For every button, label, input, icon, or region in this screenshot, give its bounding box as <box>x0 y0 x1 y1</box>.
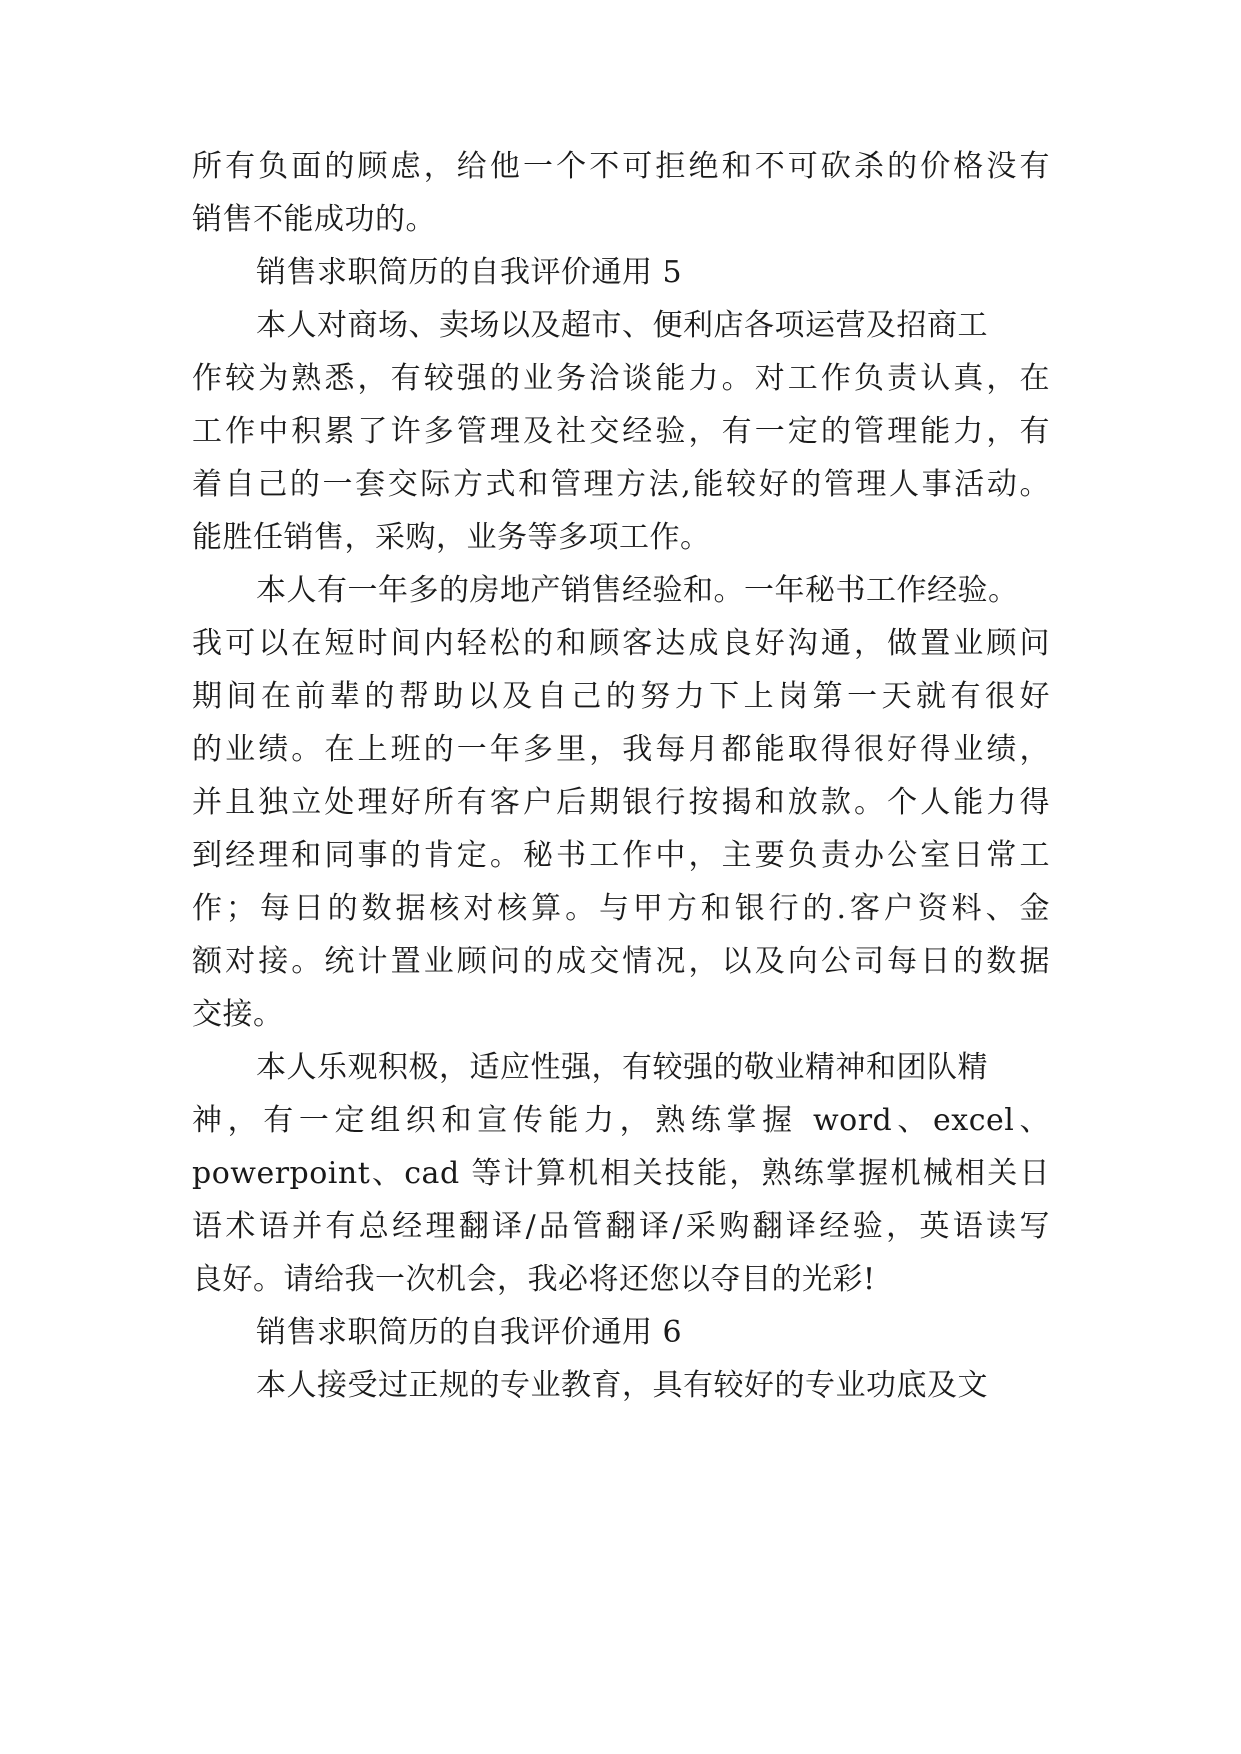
text-line: 额对接。统计置业顾问的成交情况，以及向公司每日的数据 <box>192 944 1050 979</box>
paragraph-first-line: 本人对商场、卖场以及超市、便利店各项运营及招商工 <box>256 308 988 343</box>
paragraph-first-line: 本人乐观积极，适应性强，有较强的敬业精神和团队精 <box>256 1050 988 1085</box>
text-line: 神，有一定组织和宣传能力，熟练掌握 word、excel、 <box>192 1103 1050 1138</box>
paragraph-first-line: 本人有一年多的房地产销售经验和。一年秘书工作经验。 <box>256 573 1019 608</box>
text-line: 良好。请给我一次机会，我必将还您以夺目的光彩! <box>192 1262 876 1297</box>
text-line: 能胜任销售，采购，业务等多项工作。 <box>192 520 711 555</box>
text-line: 到经理和同事的肯定。秘书工作中，主要负责办公室日常工 <box>192 838 1050 873</box>
text-line: 所有负面的顾虑，给他一个不可拒绝和不可砍杀的价格没有 <box>192 149 1050 184</box>
text-line: 语术语并有总经理翻译/品管翻译/采购翻译经验，英语读写 <box>192 1209 1050 1244</box>
section-heading: 销售求职简历的自我评价通用 5 <box>256 255 683 290</box>
text-line: 我可以在短时间内轻松的和顾客达成良好沟通，做置业顾问 <box>192 626 1050 661</box>
text-line: powerpoint、cad 等计算机相关技能，熟练掌握机械相关日 <box>192 1156 1050 1191</box>
text-line: 工作中积累了许多管理及社交经验，有一定的管理能力，有 <box>192 414 1050 449</box>
paragraph-first-line: 本人接受过正规的专业教育，具有较好的专业功底及文 <box>256 1368 988 1403</box>
text-line: 作较为熟悉，有较强的业务洽谈能力。对工作负责认真，在 <box>192 361 1050 396</box>
text-line: 销售不能成功的。 <box>192 202 436 237</box>
text-line: 作；每日的数据核对核算。与甲方和银行的.客户资料、金 <box>192 891 1050 926</box>
section-heading: 销售求职简历的自我评价通用 6 <box>256 1315 683 1350</box>
text-line: 并且独立处理好所有客户后期银行按揭和放款。个人能力得 <box>192 785 1050 820</box>
text-line: 期间在前辈的帮助以及自己的努力下上岗第一天就有很好 <box>192 679 1050 714</box>
text-line: 的业绩。在上班的一年多里，我每月都能取得很好得业绩， <box>192 732 1050 767</box>
text-line: 着自己的一套交际方式和管理方法,能较好的管理人事活动。 <box>192 467 1050 502</box>
text-line: 交接。 <box>192 997 284 1032</box>
